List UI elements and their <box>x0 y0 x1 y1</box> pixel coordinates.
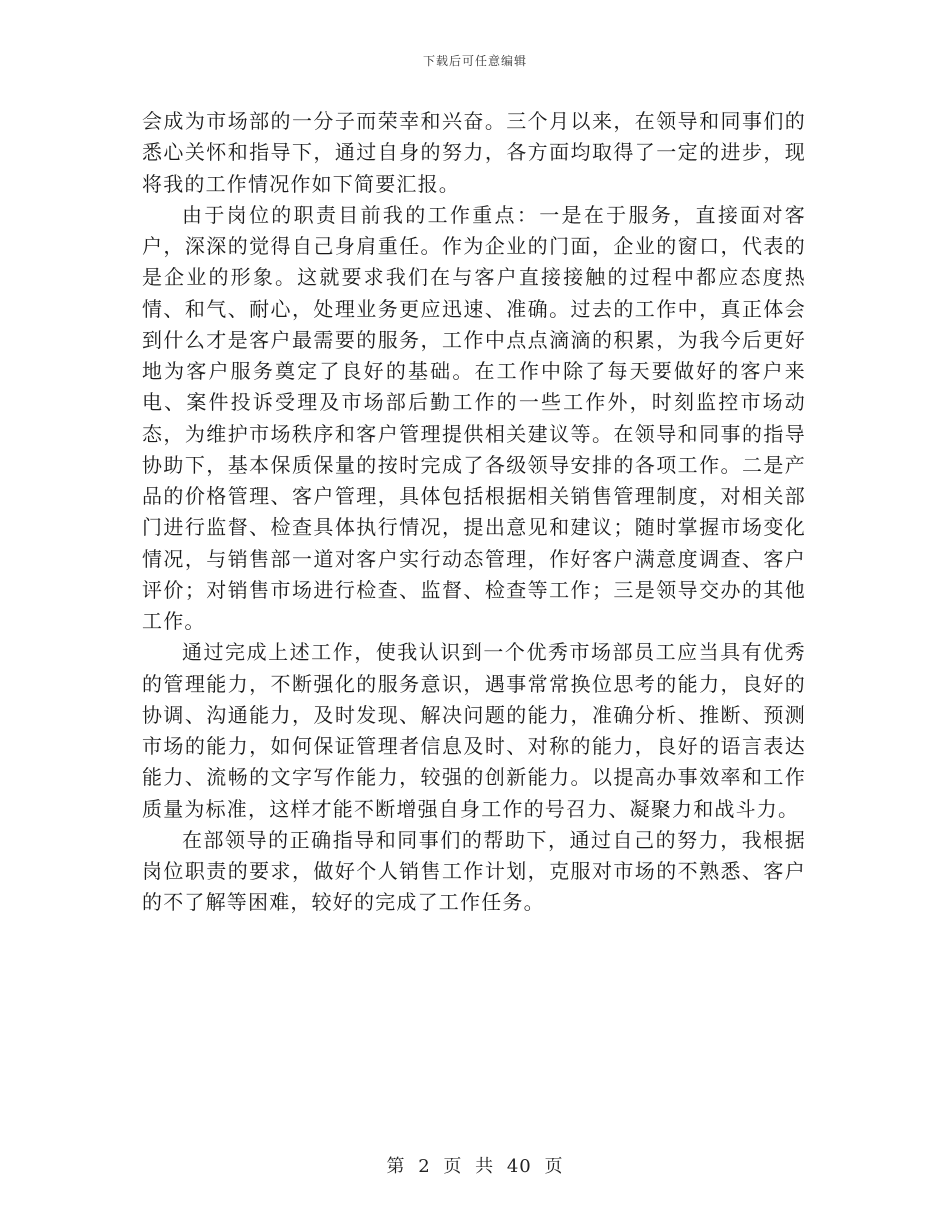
paragraph-job-focus: 由于岗位的职责目前我的工作重点：一是在于服务，直接面对客户，深深的觉得自己身肩重任。作为企业的门面，企业的窗口，代表的是企业的形象。这就要求我们在与客户直接接触的过程中都应态度热情、和气、耐心，处理业务更应迅速、准确。过去的工作中，真正体会到什么才是客户最需要的服务，工作中点点滴滴的积累，为我今后更好地为客户服务奠定了良好的基础。在工作中除了每天要做好的客户来电、案件投诉受理及市场部后勤工作的一些工作外，时刻监控市场动态，为维护市场秩序和客户管理提供相关建议等。在领导和同事的指导协助下，基本保质保量的按时完成了各级领导安排的各项工作。二是产品的价格管理、客户管理，具体包括根据相关销售管理制度，对相关部门进行监督、检查具体执行情况，提出意见和建议；随时掌握市场变化情况，与销售部一道对客户实行动态管理，作好客户满意度调查、客户评价；对销售市场进行检查、监督、检查等工作；三是领导交办的其他工作。 <box>142 202 806 633</box>
paragraph-intro: 会成为市场部的一分子而荣幸和兴奋。三个月以来，在领导和同事们的悉心关怀和指导下，通过自身的努力，各方面均取得了一定的进步，现将我的工作情况作如下简要汇报。 <box>142 109 806 196</box>
page-header: 下载后可任意编辑 <box>422 54 527 68</box>
page-number: 第 2 页 共 40 页 <box>386 1156 564 1177</box>
paragraph-reflection: 通过完成上述工作，使我认识到一个优秀市场部员工应当具有优秀的管理能力，不断强化的服务意识，遇事常常换位思考的能力，良好的协调、沟通能力，及时发现、解决问题的能力，准确分析、推断、预测市场的能力，如何保证管理者信息及时、对称的能力，良好的语言表达能力、流畅的文字写作能力，较强的创新能力。以提高办事效率和工作质量为标准，这样才能不断增强自身工作的号召力、凝聚力和战斗力。 <box>142 640 806 821</box>
document-body <box>142 106 806 919</box>
paragraph-conclusion: 在部领导的正确指导和同事们的帮助下，通过自己的努力，我根据岗位职责的要求，做好个人销售工作计划，克服对市场的不熟悉、客户的不了解等困难，较好的完成了工作任务。 <box>142 827 806 915</box>
